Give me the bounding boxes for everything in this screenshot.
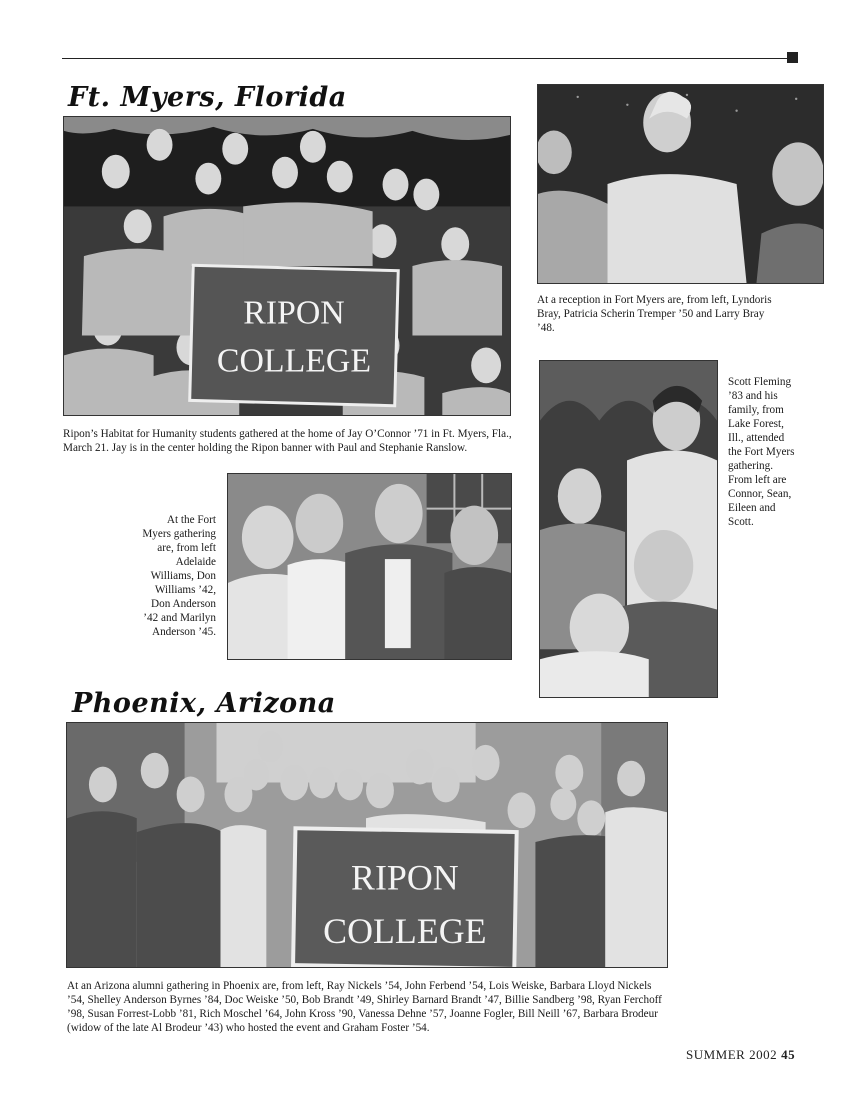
caption-reception: At a reception in Fort Myers are, from left, Lyndoris Bray, Patricia Scherin Tremper ’50 and Larry Bray ’48. — [537, 294, 772, 334]
section-title-florida: Ft. Myers, Florida — [68, 82, 347, 113]
photo-arizona-group — [66, 722, 668, 968]
header-rule-marker — [787, 52, 798, 63]
banner-text-college: COLLEGE — [216, 342, 372, 380]
photo-williams-anderson — [227, 473, 512, 660]
footer-page-number: 45 — [781, 1047, 796, 1062]
section-title-arizona: Phoenix, Arizona — [72, 688, 336, 719]
photo-fleming-family — [539, 360, 718, 698]
photo-reception — [537, 84, 824, 284]
banner-text-ripon-arizona: RIPON — [351, 857, 459, 898]
caption-arizona: At an Arizona alumni gathering in Phoenix are, from left, Ray Nickels ’54, John Ferbend ’54, Lois Weiske, Barbara Lloyd Nickels ’54, Shelley Anderson Byrnes ’84, Doc Weiske ’50, Bob Brandt ’49, Shirley Barnard Brandt ’47, Billie Sandberg ’98, Ryan Ferchoff ’98, Susan Forrest-Lobb ’81, Rich Moschel ’64, John Kross ’90, Vanessa Dehne ’57, Joanne Fogler, Bill Neill ’67, Barbara Brodeur (widow of the late Al Brodeur ’43) who hosted the event and Graham Foster ’54. — [67, 980, 662, 1034]
photo-habitat-group — [63, 116, 511, 416]
caption-habitat: Ripon’s Habitat for Humanity students gathered at the home of Jay O’Connor ’71 in Ft. Myers, Fla., March 21. Jay is in the center holding the Ripon banner with Paul and Stephanie Ranslow. — [63, 428, 512, 454]
page-footer — [686, 1047, 795, 1063]
banner-text-college-arizona: COLLEGE — [323, 911, 487, 952]
header-rule — [62, 58, 790, 59]
caption-williams: At the Fort Myers gathering are, from left Adelaide Williams, Don Williams ’42, Don Anderson ’42 and Marilyn Anderson ’45. — [142, 514, 216, 638]
banner-text-ripon: RIPON — [243, 294, 345, 332]
footer-issue: SUMMER 2002 — [686, 1047, 778, 1062]
caption-fleming: Scott Fleming ’83 and his family, from Lake Forest, Ill., attended the Fort Myers gathering. From left are Connor, Sean, Eileen and Scott. — [728, 376, 795, 528]
